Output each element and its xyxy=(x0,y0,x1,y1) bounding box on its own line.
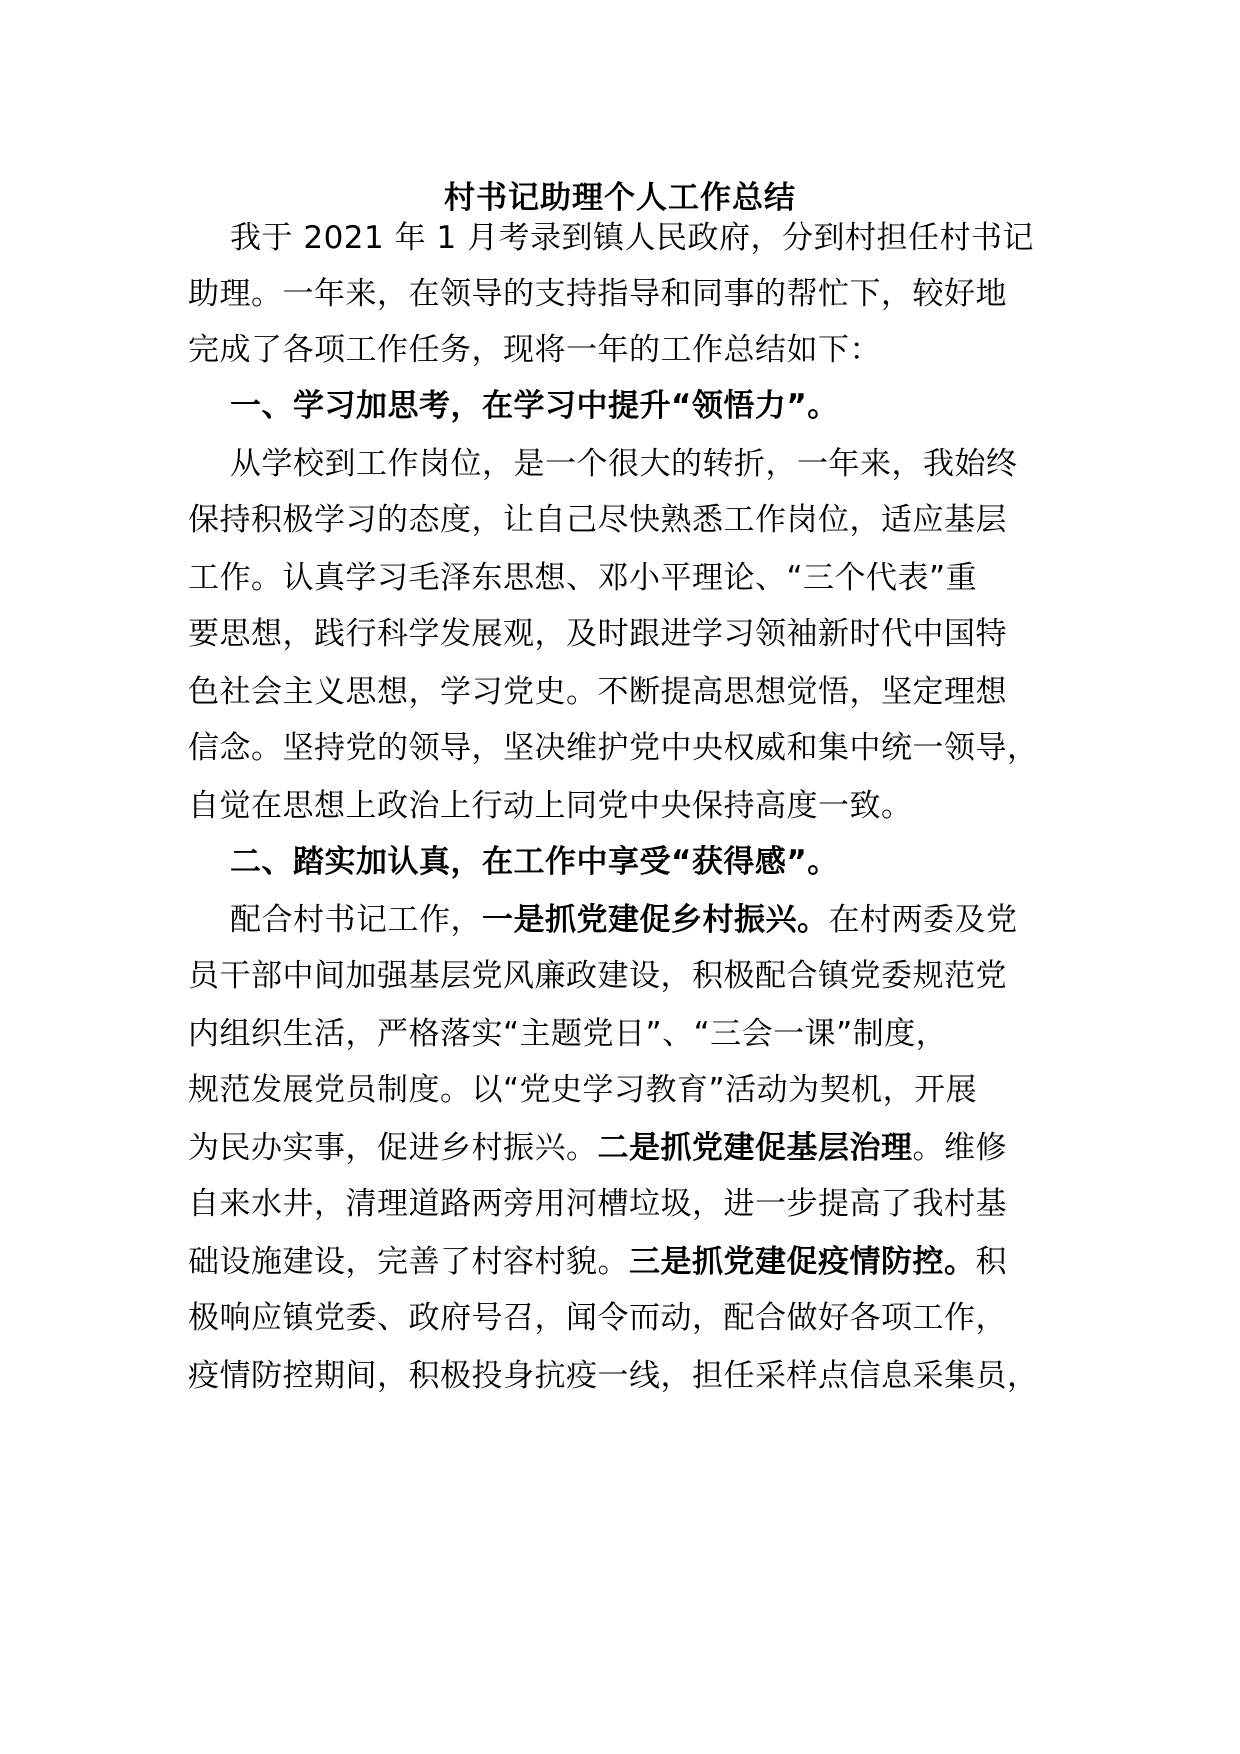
paragraph-line: 完成了各项工作任务，现将一年的工作总结如下： xyxy=(188,332,881,368)
plain-text: 为民办实事，促进乡村振兴。 xyxy=(188,1130,598,1166)
paragraph-line: 从学校到工作岗位，是一个很大的转折，一年来，我始终 xyxy=(230,446,1018,482)
paragraph-line: 保持积极学习的态度，让自己尽快熟悉工作岗位，适应基层 xyxy=(188,502,1007,538)
section-heading-1: 一、学习加思考，在学习中提升“领悟力”。 xyxy=(230,388,839,424)
paragraph-line: 自来水井，清理道路两旁用河槽垃圾，进一步提高了我村基 xyxy=(188,1186,1007,1222)
section-heading-2: 二、踏实加认真，在工作中享受“获得感”。 xyxy=(230,844,839,880)
bold-text: 二是抓党建促基层治理 xyxy=(597,1130,913,1166)
plain-text: 在村两委及党 xyxy=(828,902,1018,938)
plain-text: 。维修 xyxy=(912,1130,1007,1166)
paragraph-line: 助理。一年来，在领导的支持指导和同事的帮忙下，较好地 xyxy=(188,276,1007,312)
paragraph-line: 信念。坚持党的领导，坚决维护党中央权威和集中统一领导， xyxy=(188,730,1039,766)
paragraph-line-mixed xyxy=(230,898,1018,942)
plain-text: 积 xyxy=(975,1244,1007,1280)
paragraph-line: 色社会主义思想，学习党史。不断提高思想觉悟，坚定理想 xyxy=(188,674,1007,710)
paragraph-line: 自觉在思想上政治上行动上同党中央保持高度一致。 xyxy=(188,788,913,824)
paragraph-line: 疫情防控期间，积极投身抗疫一线，担任采样点信息采集员， xyxy=(188,1358,1039,1394)
paragraph-line-mixed xyxy=(188,1126,1007,1170)
paragraph-line: 工作。认真学习毛泽东思想、邓小平理论、“三个代表”重 xyxy=(188,560,978,596)
document-title: 村书记助理个人工作总结 xyxy=(444,180,796,216)
paragraph-line-mixed xyxy=(188,1240,1007,1284)
paragraph-line: 要思想，践行科学发展观，及时跟进学习领袖新时代中国特 xyxy=(188,616,1007,652)
plain-text: 础设施建设，完善了村容村貌。 xyxy=(188,1244,629,1280)
paragraph-line: 规范发展党员制度。以“党史学习教育”活动为契机，开展 xyxy=(188,1072,978,1108)
paragraph-line: 员干部中间加强基层党风廉政建设，积极配合镇党委规范党 xyxy=(188,958,1007,994)
bold-text: 一是抓党建促乡村振兴。 xyxy=(482,902,829,938)
paragraph-line: 极响应镇党委、政府号召，闻令而动，配合做好各项工作， xyxy=(188,1300,1007,1336)
paragraph-line: 我于 2021 年 1 月考录到镇人民政府，分到村担任村书记 xyxy=(230,220,1035,256)
paragraph-line: 内组织生活，严格落实“主题党日”、“三会一课”制度， xyxy=(188,1016,948,1052)
plain-text: 配合村书记工作， xyxy=(230,902,482,938)
bold-text: 三是抓党建促疫情防控。 xyxy=(629,1244,976,1280)
